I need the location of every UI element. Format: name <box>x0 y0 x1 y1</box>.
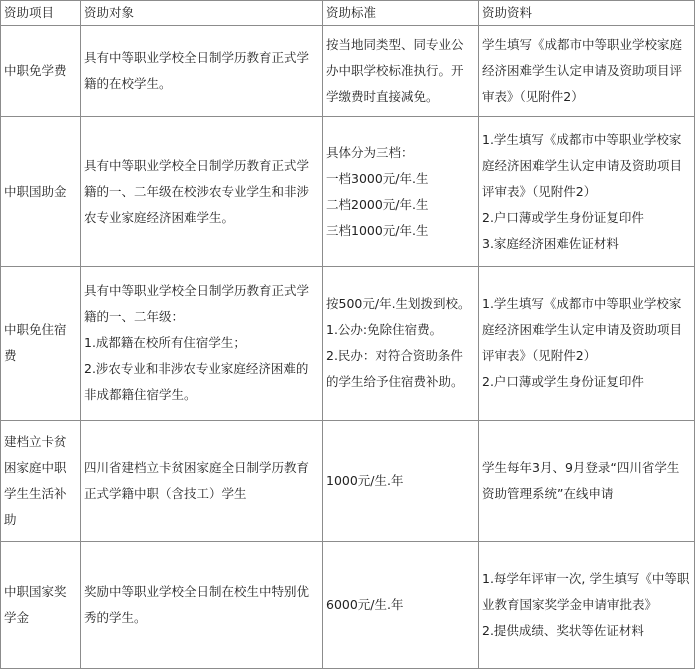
cell-text: 6000元/生.年 <box>326 597 404 613</box>
cell-target <box>81 26 323 117</box>
cell-text: 具有中等职业学校全日制学历教育正式学籍的一、二年级： <box>84 283 310 325</box>
cell-project <box>1 420 81 542</box>
cell-text: 中职国家奖学金 <box>4 584 67 626</box>
cell-standard <box>323 542 479 669</box>
cell-target <box>81 542 323 669</box>
cell-materials <box>479 542 695 669</box>
cell-materials <box>479 420 695 542</box>
table-header-row <box>1 1 695 26</box>
cell-text: 1.学生填写《成都市中等职业学校家庭经济困难学生认定申请及资助项目评审表》（见附件2） <box>482 131 683 199</box>
cell-text: 二档2000元/年.生 <box>326 196 429 212</box>
cell-text: 2.户口薄或学生身份证复印件 <box>482 209 644 225</box>
cell-text: 四川省建档立卡贫困家庭全日制学历教育正式学籍中职（含技工）学生 <box>84 460 310 502</box>
cell-text: 具有中等职业学校全日制学历教育正式学籍的在校学生。 <box>84 50 310 92</box>
cell-standard <box>323 117 479 267</box>
cell-target <box>81 117 323 267</box>
cell-text: 建档立卡贫困家庭中职学生生活补助 <box>4 434 67 528</box>
cell-text: 1.学生填写《成都市中等职业学校家庭经济困难学生认定申请及资助项目评审表》（见附件2） <box>482 296 683 364</box>
cell-standard <box>323 266 479 420</box>
cell-standard <box>323 26 479 117</box>
cell-text: 一档3000元/年.生 <box>326 170 429 186</box>
table-row <box>1 117 695 267</box>
cell-text: 具体分为三档： <box>326 144 414 160</box>
header-materials: 资助资料 <box>479 1 695 26</box>
cell-materials <box>479 266 695 420</box>
cell-text: 按500元/年.生划拨到校。 1.公办:免除住宿费。 <box>326 296 477 338</box>
cell-text: 2.提供成绩、奖状等佐证材料 <box>482 623 644 639</box>
cell-text: 奖励中等职业学校全日制在校生中特别优秀的学生。 <box>84 584 310 626</box>
header-target: 资助对象 <box>81 1 323 26</box>
table-row <box>1 420 695 542</box>
cell-target <box>81 266 323 420</box>
cell-text: 三档1000元/年.生 <box>326 222 429 238</box>
cell-text: 1.每学年评审一次, 学生填写《中等职业教育国家奖学金申请审批表》 <box>482 571 690 613</box>
header-standard: 资助标准 <box>323 1 479 26</box>
cell-text: 中职免住宿费 <box>4 322 67 364</box>
cell-text: 中职国助金 <box>4 183 67 199</box>
cell-standard <box>323 420 479 542</box>
table-row <box>1 26 695 117</box>
cell-project <box>1 266 81 420</box>
cell-text: 按当地同类型、同专业公办中职学校标准执行。开学缴费时直接减免。 <box>326 37 464 105</box>
header-project: 资助项目 <box>1 1 81 26</box>
cell-text: 2.户口薄或学生身份证复印件 <box>482 374 644 390</box>
cell-target <box>81 420 323 542</box>
cell-text: 3.家庭经济困难佐证材料 <box>482 235 619 251</box>
cell-text: 中职免学费 <box>4 63 67 79</box>
cell-text: 学生每年3月、9月登录“四川省学生资助管理系统”在线申请 <box>482 460 680 502</box>
cell-project <box>1 26 81 117</box>
cell-text: 2.民办：对符合资助条件的学生给予住宿费补助。 <box>326 348 464 390</box>
cell-project <box>1 117 81 267</box>
cell-materials <box>479 117 695 267</box>
cell-text: 1.成都籍在校所有住宿学生； <box>84 335 246 351</box>
table-row <box>1 266 695 420</box>
cell-text: 具有中等职业学校全日制学历教育正式学籍的一、二年级在校涉农专业学生和非涉农专业家庭经济困难学生。 <box>84 157 310 225</box>
cell-text: 1000元/生.年 <box>326 473 404 489</box>
cell-text: 学生填写《成都市中等职业学校家庭经济困难学生认定申请及资助项目评审表》（见附件2） <box>482 37 683 105</box>
cell-project <box>1 542 81 669</box>
cell-materials <box>479 26 695 117</box>
table-row <box>1 542 695 669</box>
cell-text: 2.涉农专业和非涉农专业家庭经济困难的非成都籍住宿学生。 <box>84 361 309 403</box>
